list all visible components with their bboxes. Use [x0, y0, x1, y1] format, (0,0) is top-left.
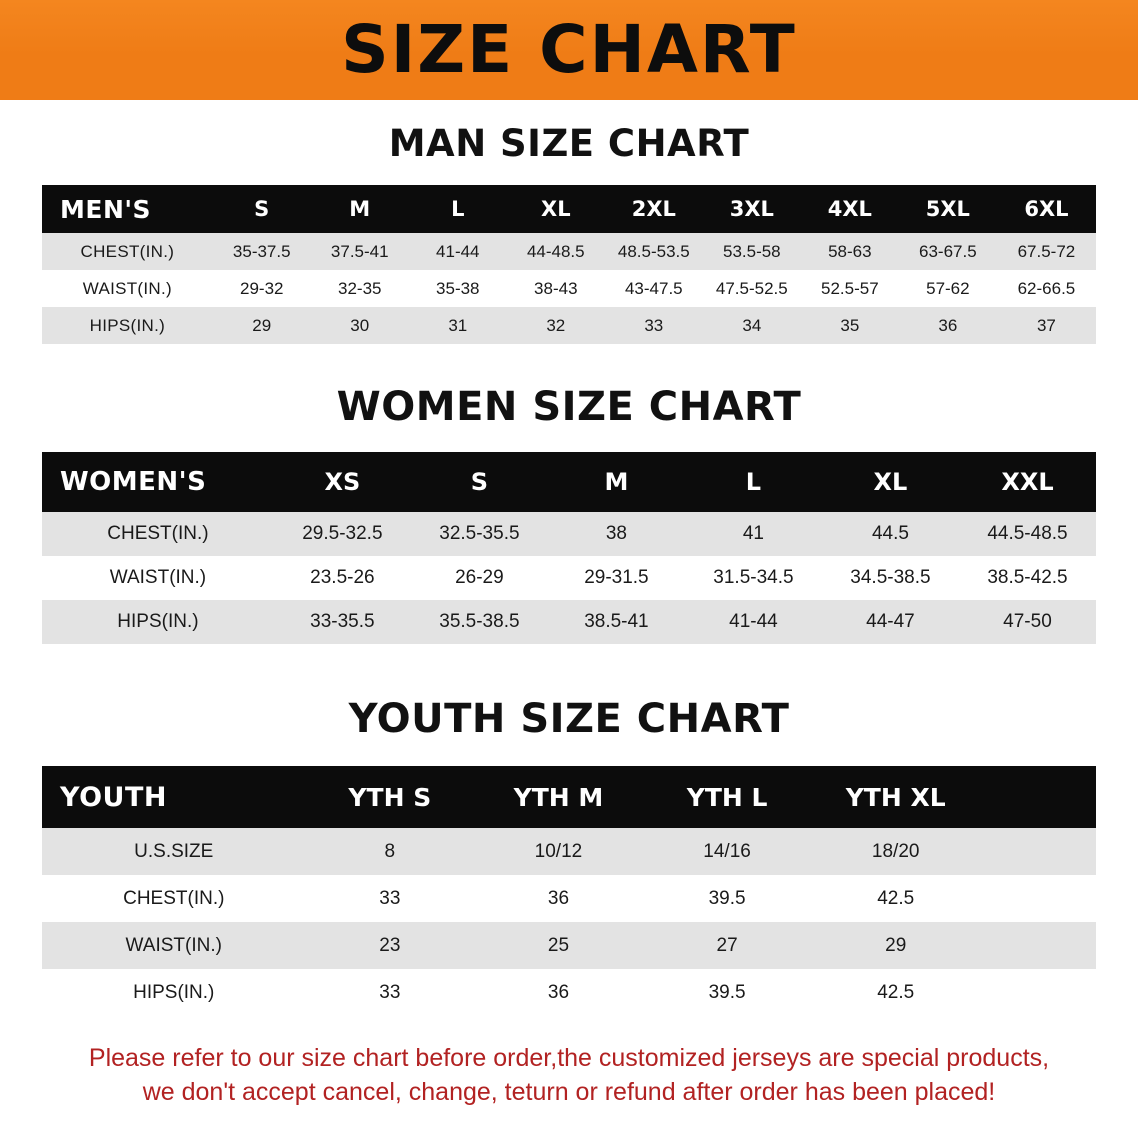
table-row — [42, 922, 1096, 969]
table-row — [42, 969, 1096, 1016]
banner — [0, 0, 1138, 100]
women-col-header: XL — [822, 452, 959, 512]
youth-row-label: CHEST(IN.) — [42, 875, 306, 922]
women-row-label: HIPS(IN.) — [42, 600, 274, 644]
youth-table-wrap — [42, 766, 1096, 1016]
youth-cell: 33 — [306, 969, 475, 1016]
men-cell: 57-62 — [899, 270, 997, 307]
men-cell: 58-63 — [801, 233, 899, 270]
women-size-table — [42, 452, 1096, 644]
men-row-label: HIPS(IN.) — [42, 307, 213, 344]
youth-cell: 36 — [474, 875, 643, 922]
men-col-header: XL — [507, 185, 605, 233]
youth-cell: 36 — [474, 969, 643, 1016]
youth-cell-spacer — [980, 969, 1096, 1016]
women-cell: 35.5-38.5 — [411, 600, 548, 644]
youth-cell-spacer — [980, 922, 1096, 969]
youth-col-header: YTH XL — [811, 766, 980, 828]
women-cell: 32.5-35.5 — [411, 512, 548, 556]
men-cell: 44-48.5 — [507, 233, 605, 270]
youth-table-head — [42, 766, 1096, 828]
women-table-head — [42, 452, 1096, 512]
women-col-header: XXL — [959, 452, 1096, 512]
youth-cell: 23 — [306, 922, 475, 969]
women-row-label: WAIST(IN.) — [42, 556, 274, 600]
policy-note — [36, 1042, 1102, 1110]
youth-cell: 39.5 — [643, 969, 812, 1016]
men-col-header: 6XL — [997, 185, 1096, 233]
youth-cell: 42.5 — [811, 969, 980, 1016]
women-cell: 38 — [548, 512, 685, 556]
table-row — [42, 875, 1096, 922]
men-cell: 31 — [409, 307, 507, 344]
women-cell: 41 — [685, 512, 822, 556]
men-col-header: S — [213, 185, 311, 233]
youth-col-header-spacer — [980, 766, 1096, 828]
women-cell: 34.5-38.5 — [822, 556, 959, 600]
men-cell: 48.5-53.5 — [605, 233, 703, 270]
youth-col-header: YTH M — [474, 766, 643, 828]
women-col-header: M — [548, 452, 685, 512]
men-cell: 29-32 — [213, 270, 311, 307]
youth-col-header: YTH S — [306, 766, 475, 828]
women-col-header: XS — [274, 452, 411, 512]
men-cell: 35-37.5 — [213, 233, 311, 270]
youth-cell: 42.5 — [811, 875, 980, 922]
women-cell: 38.5-42.5 — [959, 556, 1096, 600]
youth-cell: 18/20 — [811, 828, 980, 875]
youth-cell: 10/12 — [474, 828, 643, 875]
women-cell: 29-31.5 — [548, 556, 685, 600]
page-title: SIZE CHART — [341, 11, 797, 88]
men-cell: 29 — [213, 307, 311, 344]
women-table-body — [42, 512, 1096, 644]
table-header-row — [42, 185, 1096, 233]
men-cell: 52.5-57 — [801, 270, 899, 307]
men-col-header: M — [311, 185, 409, 233]
men-cell: 62-66.5 — [997, 270, 1096, 307]
men-cell: 37.5-41 — [311, 233, 409, 270]
policy-note-line-1: Please refer to our size chart before order,the customized jerseys are special products, — [88, 1044, 1050, 1072]
men-col-header: 3XL — [703, 185, 801, 233]
women-cell: 31.5-34.5 — [685, 556, 822, 600]
table-row — [42, 512, 1096, 556]
men-col-header: 5XL — [899, 185, 997, 233]
table-row — [42, 828, 1096, 875]
youth-cell-spacer — [980, 875, 1096, 922]
men-col-header: 4XL — [801, 185, 899, 233]
youth-size-table — [42, 766, 1096, 1016]
table-row — [42, 556, 1096, 600]
youth-cell: 8 — [306, 828, 475, 875]
youth-cell: 27 — [643, 922, 812, 969]
men-cell: 43-47.5 — [605, 270, 703, 307]
men-size-table — [42, 185, 1096, 344]
men-cell: 35 — [801, 307, 899, 344]
table-row — [42, 270, 1096, 307]
men-cell: 32-35 — [311, 270, 409, 307]
men-cell: 37 — [997, 307, 1096, 344]
men-table-body — [42, 233, 1096, 344]
youth-corner-label: YOUTH — [42, 766, 306, 828]
men-corner-label: MEN'S — [42, 185, 213, 233]
men-col-header: L — [409, 185, 507, 233]
men-cell: 53.5-58 — [703, 233, 801, 270]
men-cell: 30 — [311, 307, 409, 344]
women-cell: 29.5-32.5 — [274, 512, 411, 556]
women-cell: 23.5-26 — [274, 556, 411, 600]
men-row-label: CHEST(IN.) — [42, 233, 213, 270]
youth-row-label: WAIST(IN.) — [42, 922, 306, 969]
women-cell: 26-29 — [411, 556, 548, 600]
man-section-title: MAN SIZE CHART — [388, 122, 750, 165]
youth-cell: 14/16 — [643, 828, 812, 875]
men-cell: 35-38 — [409, 270, 507, 307]
men-col-header: 2XL — [605, 185, 703, 233]
women-section-title: WOMEN SIZE CHART — [336, 384, 802, 430]
women-table-wrap — [42, 452, 1096, 644]
youth-cell: 25 — [474, 922, 643, 969]
youth-row-label: HIPS(IN.) — [42, 969, 306, 1016]
youth-section-title: YOUTH SIZE CHART — [348, 696, 790, 742]
women-cell: 33-35.5 — [274, 600, 411, 644]
youth-cell: 29 — [811, 922, 980, 969]
men-cell: 36 — [899, 307, 997, 344]
women-row-label: CHEST(IN.) — [42, 512, 274, 556]
men-table-head — [42, 185, 1096, 233]
table-header-row — [42, 766, 1096, 828]
men-cell: 33 — [605, 307, 703, 344]
men-row-label: WAIST(IN.) — [42, 270, 213, 307]
men-cell: 67.5-72 — [997, 233, 1096, 270]
youth-row-label: U.S.SIZE — [42, 828, 306, 875]
women-cell: 47-50 — [959, 600, 1096, 644]
youth-cell-spacer — [980, 828, 1096, 875]
man-table-wrap — [42, 185, 1096, 344]
table-row — [42, 600, 1096, 644]
youth-cell: 33 — [306, 875, 475, 922]
women-cell: 41-44 — [685, 600, 822, 644]
women-corner-label: WOMEN'S — [42, 452, 274, 512]
table-row — [42, 233, 1096, 270]
women-col-header: S — [411, 452, 548, 512]
youth-table-body — [42, 828, 1096, 1016]
men-cell: 63-67.5 — [899, 233, 997, 270]
youth-col-header: YTH L — [643, 766, 812, 828]
women-cell: 44-47 — [822, 600, 959, 644]
women-cell: 44.5 — [822, 512, 959, 556]
women-col-header: L — [685, 452, 822, 512]
table-row — [42, 307, 1096, 344]
men-cell: 47.5-52.5 — [703, 270, 801, 307]
men-cell: 38-43 — [507, 270, 605, 307]
women-cell: 44.5-48.5 — [959, 512, 1096, 556]
table-header-row — [42, 452, 1096, 512]
policy-note-line-2: we don't accept cancel, change, teturn or refund after order has been placed! — [142, 1077, 996, 1106]
youth-cell: 39.5 — [643, 875, 812, 922]
men-cell: 41-44 — [409, 233, 507, 270]
men-cell: 34 — [703, 307, 801, 344]
women-cell: 38.5-41 — [548, 600, 685, 644]
men-cell: 32 — [507, 307, 605, 344]
